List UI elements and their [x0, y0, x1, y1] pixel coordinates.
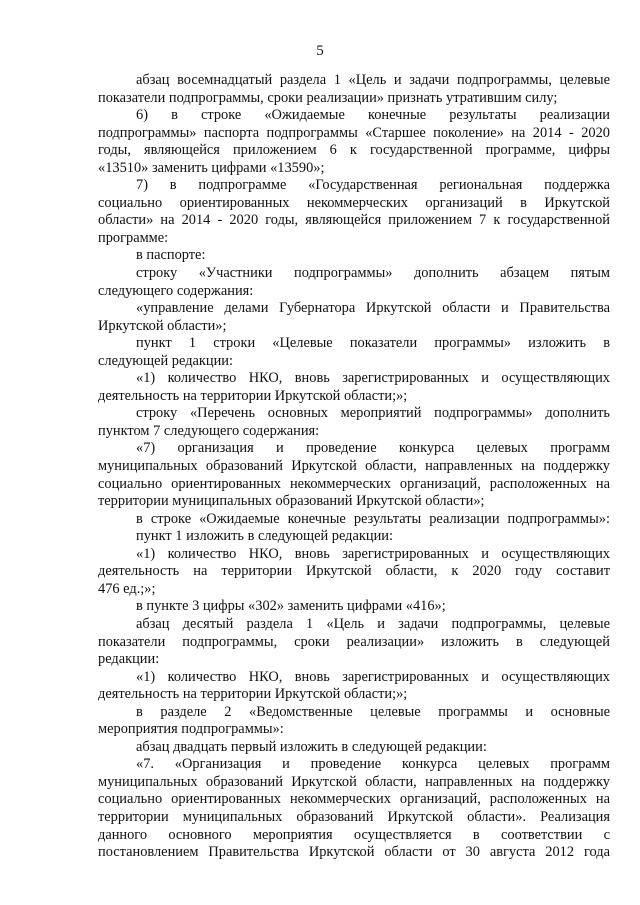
text-line: годы, являющейся приложением 6 к государственной программе, цифры: [98, 142, 610, 159]
text-line: мероприятия подпрограммы»:: [98, 721, 284, 738]
text-line: подпрограммы» паспорта подпрограммы «Старшее поколение» на 2014 - 2020: [98, 124, 610, 141]
text-line: в пункте 3 цифры «302» заменить цифрами «416»;: [136, 598, 446, 615]
text-line: пункт 1 строки «Целевые показатели программы» изложить в: [136, 335, 610, 352]
text-line: «1) количество НКО, вновь зарегистрированных и осуществляющих: [136, 668, 610, 685]
text-line: следующей редакции:: [98, 352, 233, 369]
text-line: муниципальных образований Иркутской области, направленных на поддержку: [98, 458, 610, 475]
text-line: строку «Перечень основных мероприятий подпрограммы» дополнить: [136, 405, 610, 422]
text-line: «13510» заменить цифрами «13590»;: [98, 159, 325, 176]
text-line: программе:: [98, 229, 169, 246]
text-line: муниципальных образований Иркутской области, направленных на поддержку: [98, 773, 610, 790]
text-line: области» на 2014 - 2020 годы, являющейся приложением 7 к государственной: [98, 212, 610, 229]
text-line: 476 ед.;»;: [98, 580, 156, 597]
text-line: «1) количество НКО, вновь зарегистрированных и осуществляющих: [136, 545, 610, 562]
text-line: «7. «Организация и проведение конкурса целевых программ: [136, 756, 610, 773]
text-line: территории муниципальных образований Иркутской области». Реализация: [98, 808, 610, 825]
text-line: 7) в подпрограмме «Государственная региональная поддержка: [136, 177, 610, 194]
text-line: следующего содержания:: [98, 282, 254, 299]
text-line: пункт 1 изложить в следующей редакции:: [136, 528, 393, 545]
text-line: пунктом 7 следующего содержания:: [98, 422, 320, 439]
text-line: 6) в строке «Ожидаемые конечные результаты реализации: [136, 107, 610, 124]
text-line: деятельность на территории Иркутской области;»;: [98, 387, 408, 404]
text-line: «1) количество НКО, вновь зарегистрированных и осуществляющих: [136, 370, 610, 387]
text-line: в паспорте:: [136, 247, 206, 264]
text-line: редакции:: [98, 651, 160, 668]
text-line: в строке «Ожидаемые конечные результаты реализации подпрограммы»:: [136, 510, 610, 527]
text-line: социально ориентированных некоммерческих организаций в Иркутской: [98, 194, 610, 211]
text-line: «управление делами Губернатора Иркутской области и Правительства: [136, 300, 610, 317]
text-line: социально ориентированных некоммерческих организаций, расположенных на: [98, 475, 610, 492]
text-line: абзац десятый раздела 1 «Цель и задачи подпрограммы, целевые: [136, 615, 610, 632]
text-line: постановлением Правительства Иркутской области от 30 августа 2012 года: [98, 844, 610, 861]
text-line: абзац двадцать первый изложить в следующей редакции:: [136, 738, 487, 755]
text-line: показатели подпрограммы, сроки реализации» изложить в следующей: [98, 633, 610, 650]
text-line: деятельность на территории Иркутской области;»;: [98, 686, 408, 703]
text-line: показатели подпрограммы, сроки реализации» признать утратившим силу;: [98, 89, 558, 106]
text-line: деятельность на территории Иркутской области, к 2020 году составит: [98, 563, 610, 580]
text-line: данного основного мероприятия осуществляется в соответствии с: [98, 826, 610, 843]
text-line: территории муниципальных образований Иркутской области»;: [98, 493, 485, 510]
page-number: 5: [316, 43, 324, 59]
text-line: абзац восемнадцатый раздела 1 «Цель и задачи подпрограммы, целевые: [136, 72, 610, 88]
text-line: социально ориентированных некоммерческих организаций, расположенных на: [98, 791, 610, 808]
text-line: Иркутской области»;: [98, 317, 227, 334]
text-line: в разделе 2 «Ведомственные целевые программы и основные: [136, 703, 610, 720]
text-line: строку «Участники подпрограммы» дополнить абзацем пятым: [136, 265, 610, 282]
text-line: «7) организация и проведение конкурса целевых программ: [136, 440, 610, 457]
document-body: [98, 72, 610, 862]
